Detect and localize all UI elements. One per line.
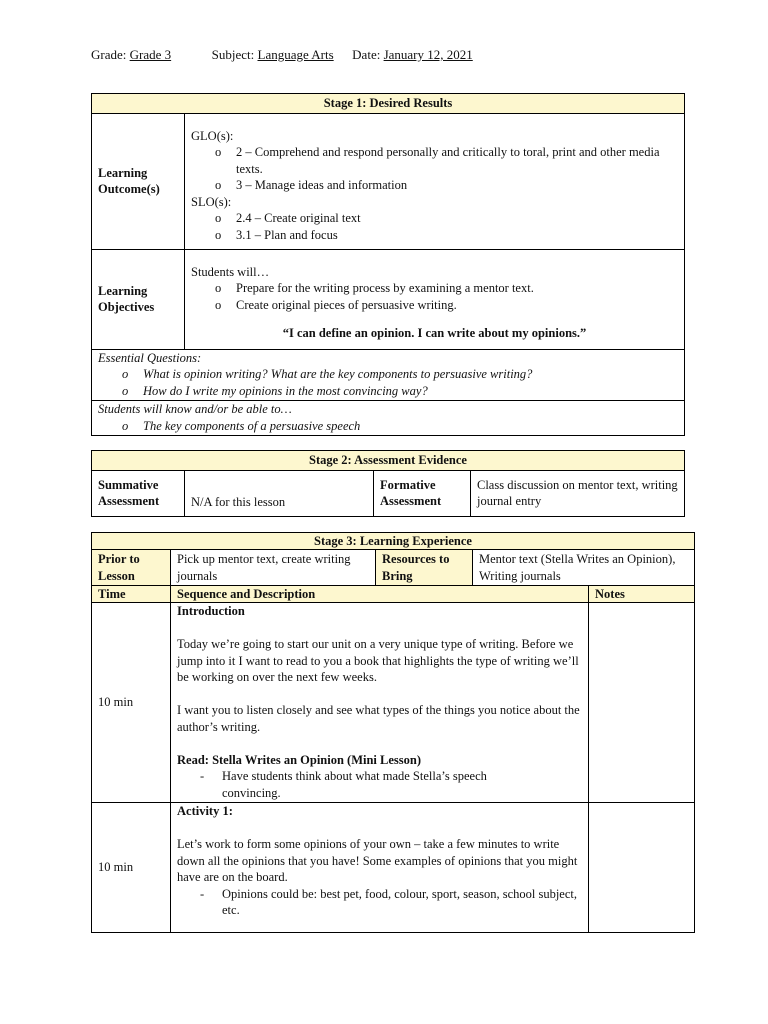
row-notes — [589, 603, 695, 803]
i-can-statement: “I can define an opinion. I can write about my opinions.” — [282, 326, 587, 340]
stage1-title: Stage 1: Desired Results — [92, 94, 685, 114]
essential-questions-list — [98, 366, 678, 399]
slo-item: o 3.1 – Plan and focus — [191, 227, 678, 244]
date-label: Date: — [352, 47, 381, 62]
col-time: Time — [92, 586, 171, 603]
know-label: Students will know and/or be able to… — [98, 402, 292, 416]
slo-list — [191, 210, 678, 243]
summative-label: Summative Assessment — [92, 470, 185, 516]
col-notes: Notes — [589, 586, 695, 603]
formative-label: Formative Assessment — [374, 470, 471, 516]
glo-list — [191, 144, 678, 194]
summative-value: N/A for this lesson — [185, 470, 374, 516]
essential-question: o How do I write my opinions in the most convincing way? — [98, 383, 678, 400]
row-paragraph: Today we’re going to start our unit on a very unique type of writing. Before we jump into it I want to read to you a book that highlights the type of writing we’ll be working on over the next few weeks. — [177, 637, 579, 684]
learning-outcomes-label: Learning Outcome(s) — [92, 113, 185, 249]
row-heading: Activity 1: — [177, 804, 233, 818]
table-row — [92, 603, 695, 803]
grade-value: Grade 3 — [129, 47, 172, 62]
objectives-intro: Students will… — [191, 264, 270, 279]
row-notes — [589, 803, 695, 933]
essential-questions-label: Essential Questions: — [98, 350, 202, 365]
slo-label: SLO(s): — [191, 194, 232, 209]
subject-label: Subject: — [211, 47, 255, 62]
glo-item: o 2 – Comprehend and respond personally and critically to toral, print and other media texts. — [191, 144, 678, 177]
essential-question: o What is opinion writing? What are the key components to persuasive writing? — [98, 366, 678, 383]
row-heading: Introduction — [177, 604, 245, 618]
know-list — [98, 418, 678, 435]
learning-objectives-label: Learning Objectives — [92, 249, 185, 349]
glo-label: GLO(s): — [191, 128, 234, 143]
table-row — [92, 803, 695, 933]
objective-item: o Prepare for the writing process by examining a mentor text. — [191, 280, 678, 297]
resources-value: Mentor text (Stella Writes an Opinion), Writing journals — [473, 550, 695, 586]
col-sequence: Sequence and Description — [171, 586, 589, 603]
stage2-title: Stage 2: Assessment Evidence — [92, 451, 685, 471]
row-bullets — [177, 768, 582, 801]
resources-label: Resources to Bring — [376, 550, 473, 586]
stage3-table — [91, 532, 695, 933]
row-bullets — [177, 886, 582, 919]
stage2-table — [91, 450, 685, 517]
grade-label: Grade: — [91, 47, 127, 62]
stage1-table — [91, 93, 685, 436]
row-bullet: - Have students think about what made Stella’s speech convincing. — [177, 768, 502, 801]
date-value: January 12, 2021 — [383, 47, 473, 62]
objectives-list — [191, 280, 678, 313]
row-paragraph: Let’s work to form some opinions of your own – take a few minutes to write down all the opinions that you have! Some examples of opinions that you might have are on the board. — [177, 837, 578, 884]
prior-label: Prior to Lesson — [92, 550, 171, 586]
slo-item: o 2.4 – Create original text — [191, 210, 678, 227]
know-item: o The key components of a persuasive speech — [98, 418, 678, 435]
stage3-title: Stage 3: Learning Experience — [92, 533, 695, 550]
row-time: 10 min — [92, 603, 171, 803]
glo-item: o 3 – Manage ideas and information — [191, 177, 678, 194]
prior-value: Pick up mentor text, create writing journals — [171, 550, 376, 586]
row-time: 10 min — [92, 803, 171, 933]
objective-item: o Create original pieces of persuasive writing. — [191, 297, 678, 314]
row-subheading: Read: Stella Writes an Opinion (Mini Lesson) — [177, 752, 422, 767]
formative-value: Class discussion on mentor text, writing journal entry — [471, 470, 685, 516]
document-header — [91, 47, 473, 63]
row-paragraph: I want you to listen closely and see what types of the things you notice about the author’s writing. — [177, 703, 580, 734]
subject-value: Language Arts — [257, 47, 334, 62]
row-bullet: - Opinions could be: best pet, food, colour, sport, season, school subject, etc. — [177, 886, 582, 919]
